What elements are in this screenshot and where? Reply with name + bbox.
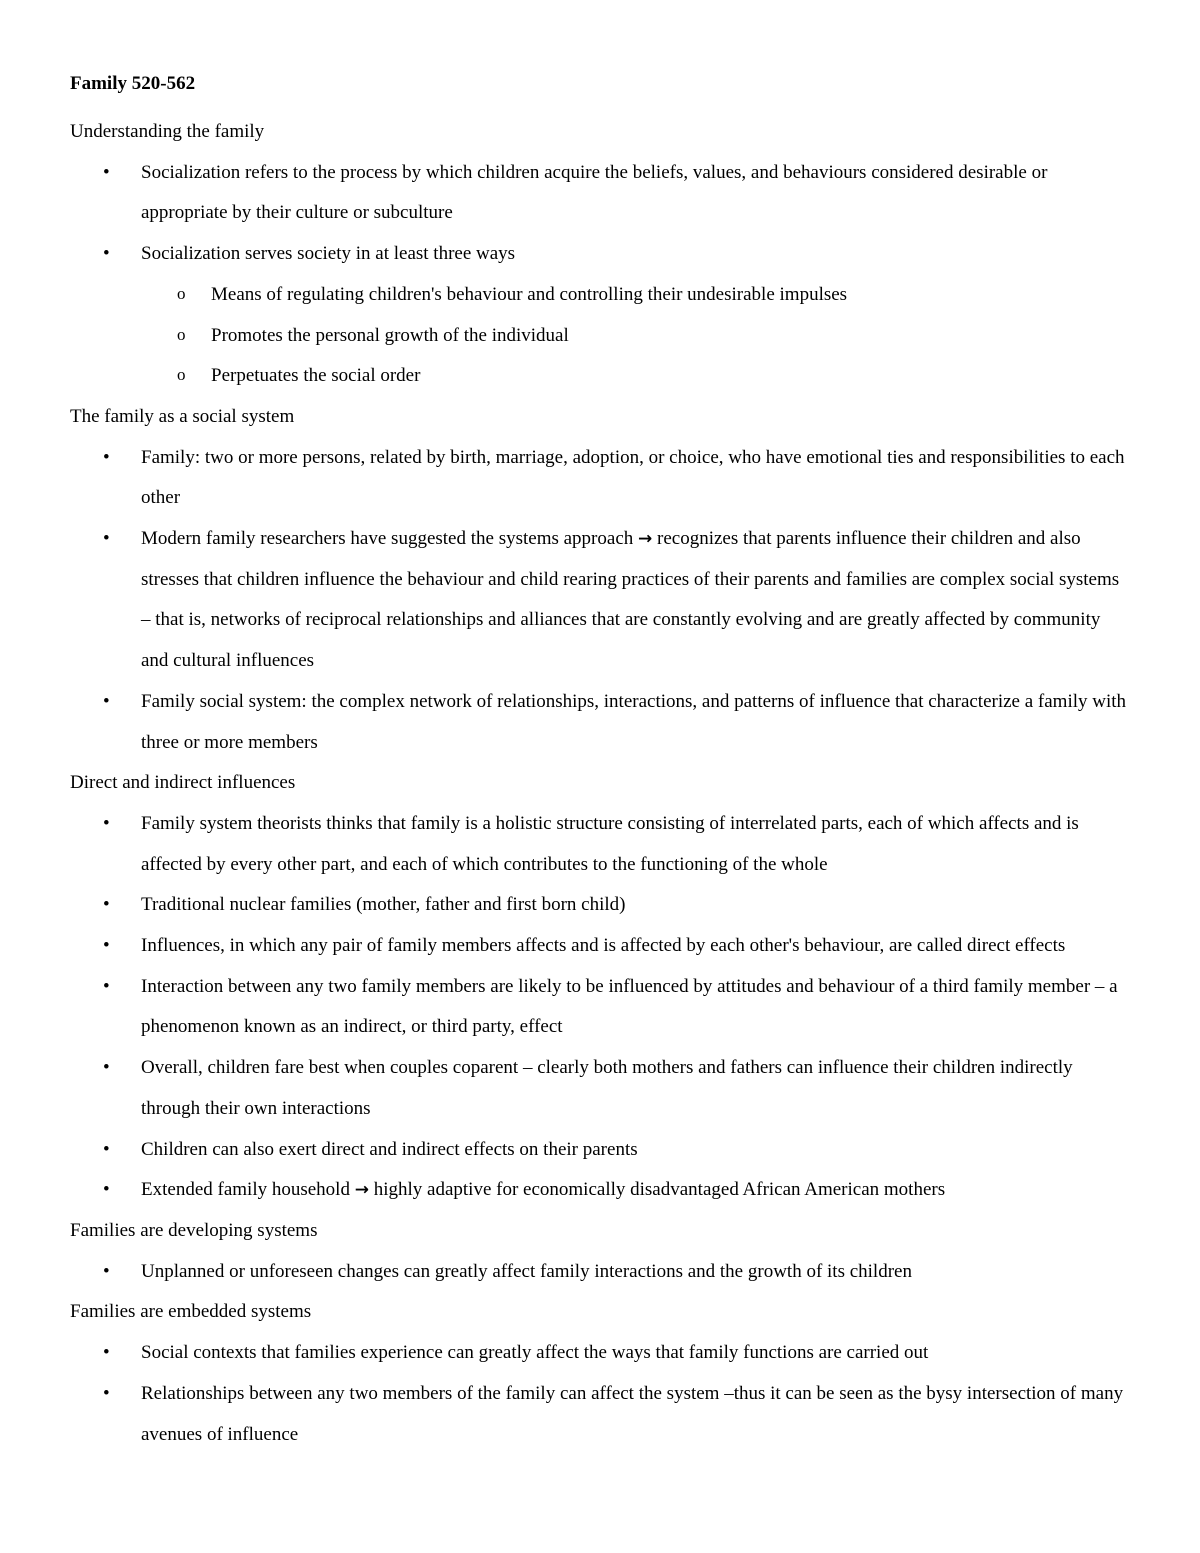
bullet-icon: •	[103, 894, 110, 916]
bullet-list	[70, 1333, 1130, 1455]
section-heading-embedded-systems: Families are embedded systems	[70, 1301, 312, 1323]
sub-list-item-text: Perpetuates the social order	[211, 365, 421, 387]
bullet-icon: •	[103, 446, 110, 468]
bullet-icon: •	[103, 1382, 110, 1404]
list-item	[70, 1252, 1130, 1293]
bullet-icon: •	[103, 1057, 110, 1079]
right-arrow-icon: →	[354, 1180, 369, 1201]
sub-list-item-text: Promotes the personal growth of the individual	[211, 324, 569, 346]
bullet-icon: •	[103, 1179, 110, 1201]
list-item-text-after-arrow: highly adaptive for economically disadvantaged African American mothers	[373, 1179, 946, 1201]
bullet-icon: •	[103, 243, 110, 265]
list-item	[70, 1048, 1130, 1129]
list-item-text: Influences, in which any pair of family members affects and is affected by each other's behaviour, are called direct effects	[141, 935, 1066, 957]
list-item	[70, 234, 1130, 397]
list-item-text: Traditional nuclear families (mother, father and first born child)	[141, 894, 626, 916]
bullet-icon: •	[103, 812, 110, 834]
bullet-icon: •	[103, 1260, 110, 1282]
section-heading-developing-systems: Families are developing systems	[70, 1219, 318, 1241]
document-title: Family 520-562	[70, 73, 196, 94]
list-item	[70, 804, 1130, 885]
circle-bullet-icon: o	[177, 365, 186, 385]
section-heading-understanding: Understanding the family	[70, 121, 265, 142]
bullet-list	[70, 438, 1130, 764]
bullet-icon: •	[103, 975, 110, 997]
bullet-list	[70, 1252, 1130, 1293]
list-item-text: Unplanned or unforeseen changes can greatly affect family interactions and the growth of its children	[141, 1260, 912, 1282]
section-heading-direct-indirect: Direct and indirect influences	[70, 772, 296, 794]
bullet-icon: •	[103, 690, 110, 712]
list-item	[70, 153, 1130, 234]
bullet-icon: •	[103, 1138, 110, 1160]
list-item-text: Socialization serves society in at least three ways	[141, 243, 516, 265]
list-item	[70, 1374, 1130, 1455]
bullet-list	[70, 153, 1130, 397]
section-heading-social-system: The family as a social system	[70, 405, 295, 427]
list-item	[70, 1170, 1130, 1211]
list-item-text: Socialization refers to the process by which children acquire the beliefs, values, and behaviours considered desirable or appropriate by their culture or subculture	[141, 161, 1048, 224]
list-item-text: Interaction between any two family members are likely to be influenced by attitudes and behaviour of a third family member – a phenomenon known as an indirect, or third party, effect	[141, 975, 1118, 1038]
circle-bullet-icon: o	[177, 324, 186, 344]
list-item-text: Children can also exert direct and indirect effects on their parents	[141, 1138, 638, 1160]
list-item-text: Relationships between any two members of the family can affect the system –thus it can be seen as the bysy intersection of many avenues of influence	[141, 1382, 1124, 1445]
list-item	[70, 438, 1130, 519]
list-item-text: Family social system: the complex network of relationships, interactions, and patterns of influence that characterize a family with three or more members	[141, 690, 1127, 753]
bullet-icon: •	[103, 1342, 110, 1364]
circle-bullet-icon: o	[177, 283, 186, 303]
list-item	[70, 885, 1130, 926]
list-item-text: Family: two or more persons, related by birth, marriage, adoption, or choice, who have emotional ties and responsibilities to each other	[141, 446, 1125, 509]
list-item-text-before-arrow: Modern family researchers have suggested the systems approach	[141, 528, 634, 550]
list-item-text: Social contexts that families experience can greatly affect the ways that family functions are carried out	[141, 1342, 929, 1364]
bullet-list	[70, 804, 1130, 1211]
right-arrow-icon: →	[638, 529, 653, 550]
list-item-text: Family system theorists thinks that family is a holistic structure consisting of interrelated parts, each of which affects and is affected by every other part, and each of which contributes to the functioning of the whole	[141, 812, 1079, 875]
list-item-text: Overall, children fare best when couples coparent – clearly both mothers and fathers can influence their children indirectly through their own interactions	[141, 1057, 1073, 1119]
sub-list-item	[141, 275, 1130, 316]
bullet-icon: •	[103, 161, 110, 183]
sub-list-item-text: Means of regulating children's behaviour and controlling their undesirable impulses	[211, 283, 848, 305]
list-item	[70, 967, 1130, 1048]
bullet-icon: •	[103, 935, 110, 957]
list-item-text-before-arrow: Extended family household	[141, 1179, 350, 1201]
bullet-icon: •	[103, 528, 110, 550]
sub-list-item	[141, 316, 1130, 357]
list-item	[70, 682, 1130, 763]
list-item	[70, 1333, 1130, 1374]
list-item-text-after-arrow: recognizes that parents influence their children and also stresses that children influence the behaviour and child rearing practices of their parents and families are complex social systems – that is, networks of reciprocal relationships and alliances that are constantly evolving and are greatly affected by community and cultural influences	[141, 528, 1120, 672]
list-item	[70, 519, 1130, 682]
list-item	[70, 1130, 1130, 1171]
list-item	[70, 926, 1130, 967]
sub-bullet-list	[141, 275, 1130, 397]
sub-list-item	[141, 356, 1130, 397]
